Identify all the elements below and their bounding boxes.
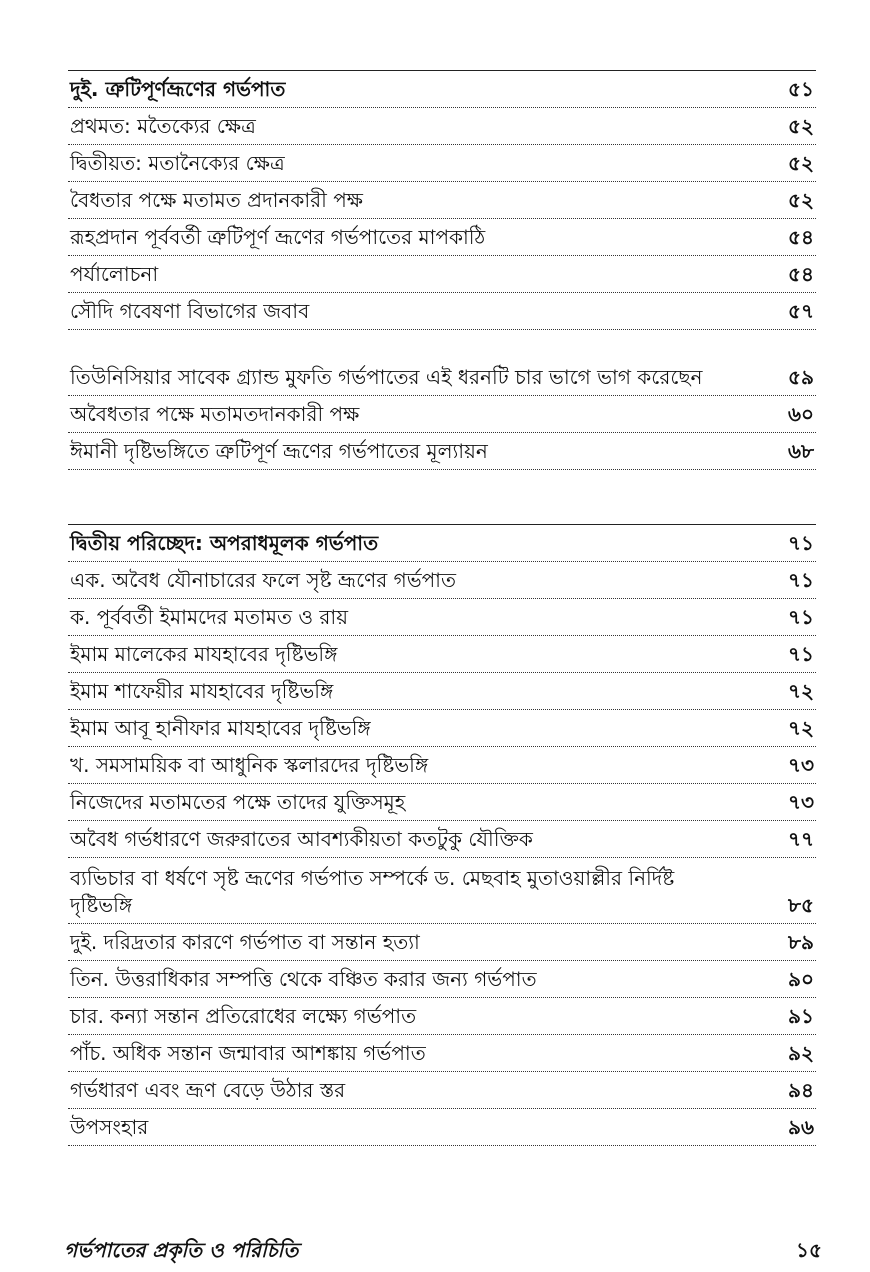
toc-entry-page: ৬৮ <box>788 439 814 463</box>
toc-entry[interactable] <box>68 1035 816 1072</box>
toc-entry[interactable] <box>68 219 816 256</box>
toc-entry[interactable] <box>68 256 816 293</box>
toc-entry[interactable] <box>68 293 816 330</box>
toc-entry-title: সৌদি গবেষণা বিভাগের জবাব <box>70 299 310 323</box>
toc-entry-page: ৯০ <box>788 967 814 991</box>
toc-entry[interactable] <box>68 562 816 599</box>
toc-entry[interactable] <box>68 396 816 433</box>
toc-entry-title: তিউনিসিয়ার সাবেক গ্র্যান্ড মুফতি গর্ভপাতের এই ধরনটি চার ভাগে ভাগ করেছেন <box>70 365 703 389</box>
toc-entry-title: রূহপ্রদান পূর্ববর্তী ত্রুটিপূর্ণ ভ্রূণের গর্ভপাতের মাপকাঠি <box>70 225 486 249</box>
toc-entry-title: ক. পূর্ববর্তী ইমামদের মতামত ও রায় <box>70 605 348 629</box>
toc-entry[interactable] <box>68 182 816 219</box>
footer-book-title: গর্ভপাতের প্রকৃতি ও পরিচিতি <box>64 1238 299 1262</box>
toc-entry-page: ৫২ <box>788 114 814 138</box>
toc-entry-title: উপসংহার <box>70 1115 149 1139</box>
toc-entry-page: ৭১ <box>788 531 814 555</box>
footer-page-number: ১৫ <box>796 1238 822 1262</box>
toc-entry-page: ৭১ <box>788 568 814 592</box>
toc-entry[interactable] <box>68 821 816 858</box>
toc-entry-page: ৭১ <box>788 605 814 629</box>
toc-entry-page: ৯১ <box>788 1004 814 1028</box>
toc-entry-title: প্রথমত: মতৈক্যের ক্ষেত্র <box>70 114 256 138</box>
toc-entry-title: খ. সমসাময়িক বা আধুনিক স্কলারদের দৃষ্টিভঙ্গি <box>70 753 429 777</box>
toc-entry-page: ৯৪ <box>788 1078 814 1102</box>
toc-entry-title: গর্ভধারণ এবং ভ্রূণ বেড়ে উঠার স্তর <box>70 1078 346 1102</box>
toc-entry[interactable] <box>68 330 816 396</box>
toc-entry-page: ৫৯ <box>788 365 814 389</box>
toc-entry-page: ৫৭ <box>788 299 814 323</box>
toc-entry[interactable] <box>68 998 816 1035</box>
toc-entry[interactable] <box>68 673 816 710</box>
toc-entry[interactable] <box>68 433 816 470</box>
toc-entry-page: ৬০ <box>787 402 814 426</box>
toc-entry-page: ৭১ <box>788 642 814 666</box>
toc-entry[interactable] <box>68 1109 816 1146</box>
toc-entry-title: ব্যভিচার বা ধর্ষণে সৃষ্ট ভ্রূণের গর্ভপাত সম্পর্কে ড. মেছবাহ মুতাওয়াল্লীর নির্দিষ্ট দৃষ্টিভঙ্গি <box>70 866 675 917</box>
toc-entry-title: নিজেদের মতামতের পক্ষে তাদের যুক্তিসমূহ <box>70 790 406 814</box>
toc-entry-page: ৭৩ <box>787 753 814 777</box>
toc-entry-title: তিন. উত্তরাধিকার সম্পত্তি থেকে বঞ্চিত করার জন্য গর্ভপাত <box>70 967 537 991</box>
toc-entry[interactable] <box>68 108 816 145</box>
toc-entry[interactable] <box>68 599 816 636</box>
toc-entry-page: ৭৩ <box>787 790 814 814</box>
toc-entry-title: ইমাম মালেকের মাযহাবের দৃষ্টিভঙ্গি <box>70 642 338 666</box>
toc-entry-title: পর্যালোচনা <box>70 262 159 286</box>
toc-entry[interactable] <box>68 1072 816 1109</box>
toc-entry-page: ৫২ <box>788 188 814 212</box>
toc-entry-page: ৮৯ <box>788 930 814 954</box>
toc-entry[interactable] <box>68 961 816 998</box>
toc-entry-page: ৭৭ <box>787 827 814 851</box>
toc-entry-page: ৯৬ <box>788 1115 814 1139</box>
toc-entry-page: ৫২ <box>788 151 814 175</box>
toc-entry[interactable] <box>68 924 816 961</box>
toc-entry-title: ইমাম আবূ হানীফার মাযহাবের দৃষ্টিভঙ্গি <box>70 716 371 740</box>
toc-entry-page: ৫৪ <box>788 262 814 286</box>
toc-entry-page: ৫১ <box>788 77 814 101</box>
toc-entry[interactable] <box>68 524 816 562</box>
toc-section-a <box>68 70 816 470</box>
toc-section-b <box>68 524 816 1146</box>
toc-entry-page: ৫৪ <box>788 225 814 249</box>
toc-entry-page: ৭২ <box>787 679 814 703</box>
toc-entry[interactable] <box>68 636 816 673</box>
toc-entry-title: চার. কন্যা সন্তান প্রতিরোধের লক্ষ্যে গর্ভপাত <box>70 1004 417 1028</box>
toc-entry[interactable] <box>68 747 816 784</box>
toc-entry-title: অবৈধ গর্ভধারণে জরুরাতের আবশ্যকীয়তা কতটুকু যৌক্তিক <box>70 827 533 851</box>
toc-entry-title: এক. অবৈধ যৌনাচারের ফলে সৃষ্ট ভ্রূণের গর্ভপাত <box>70 568 456 592</box>
toc-entry-title: ইমাম শাফেয়ীর মাযহাবের দৃষ্টিভঙ্গি <box>70 679 334 703</box>
page-footer <box>64 1236 822 1269</box>
toc-entry-title: দ্বিতীয়ত: মতানৈক্যের ক্ষেত্র <box>70 151 285 175</box>
toc-entry[interactable] <box>68 145 816 182</box>
toc-entry[interactable] <box>68 858 816 924</box>
toc-entry[interactable] <box>68 70 816 108</box>
toc-entry-page: ৭২ <box>787 716 814 740</box>
toc-entry-title: দুই. ত্রুটিপূর্ণভ্রূণের গর্ভপাত <box>70 77 286 101</box>
toc-entry[interactable] <box>68 710 816 747</box>
toc-entry-page: ৮৫ <box>788 893 814 917</box>
toc-entry-title: পাঁচ. অধিক সন্তান জন্মাবার আশঙ্কায় গর্ভপাত <box>70 1041 426 1065</box>
toc-entry-title: বৈধতার পক্ষে মতামত প্রদানকারী পক্ষ <box>70 188 363 212</box>
toc-entry-title: দুই. দরিদ্রতার কারণে গর্ভপাত বা সন্তান হত্যা <box>70 930 420 954</box>
toc-entry-title: দ্বিতীয় পরিচ্ছেদ: অপরাধমূলক গর্ভপাত <box>70 531 379 555</box>
toc-entry-title: ঈমানী দৃষ্টিভঙ্গিতে ত্রুটিপূর্ণ ভ্রূণের গর্ভপাতের মূল্যায়ন <box>70 439 488 463</box>
toc-entry-title: অবৈধতার পক্ষে মতামতদানকারী পক্ষ <box>70 402 360 426</box>
toc-entry-page: ৯২ <box>788 1041 814 1065</box>
toc-entry[interactable] <box>68 784 816 821</box>
